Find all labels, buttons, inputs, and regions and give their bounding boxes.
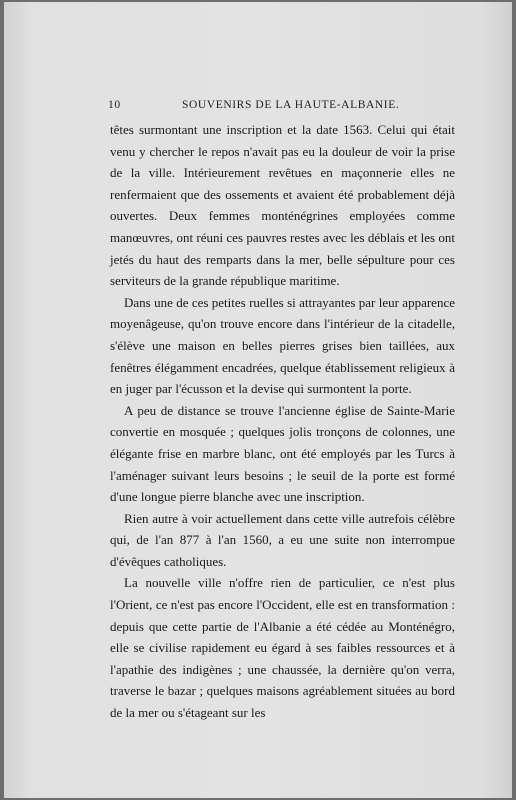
paragraph: têtes surmontant une inscription et la date 1563. Celui qui était venu y chercher le repos n'avait pas eu la douleur de voir la prise de la ville. Intérieurement revêtues en maçonnerie elles ne renfermaient que des ossements et avaient été probablement déjà ouvertes. Deux femmes monténégrines employées comme manœuvres, ont réuni ces pauvres restes avec les déblais et les ont jetés du haut des remparts dans la mer, belle sépulture pour ces serviteurs de la grande république maritime. (110, 122, 455, 289)
running-title: SOUVENIRS DE LA HAUTE-ALBANIE. (182, 99, 400, 111)
paragraph: Rien autre à voir actuellement dans cette ville autrefois célèbre qui, de l'an 877 à l'an 1560, a eu une suite non interrompue d'évêques catholiques. (110, 510, 455, 569)
paragraph: Dans une de ces petites ruelles si attrayantes par leur apparence moyenâgeuse, qu'on trouve encore dans l'intérieur de la citadelle, s'élève une maison en belles pierres grises bien taillées, aux fenêtres élégamment encadrées, quelque établissement religieux à en juger par l'écusson et la devise qui surmontent la porte. (110, 294, 455, 397)
paragraph: A peu de distance se trouve l'ancienne église de Sainte-Marie convertie en mosquée ; quelques jolis tronçons de colonnes, une élégante frise en marbre blanc, ont été employés par les Turcs à l'aménager suivant leurs besoins ; le seuil de la porte est formé d'une longue pierre blanche avec une inscription. (110, 402, 455, 505)
page-number: 10 (108, 99, 121, 111)
book-page (4, 2, 512, 798)
paragraph: La nouvelle ville n'offre rien de particulier, ce n'est plus l'Orient, ce n'est pas encore l'Occident, elle est en transformation : depuis que cette partie de l'Albanie a été cédée au Monténégro, elle se civilise rapidement eu égard à ses faibles ressources et à l'apathie des indigènes ; une chaussée, la dernière qu'on verra, traverse le bazar ; quelques maisons agréablement situées au bord de la mer ou s'étageant sur les (110, 575, 455, 721)
page-header (108, 99, 448, 115)
body-text (110, 119, 455, 724)
